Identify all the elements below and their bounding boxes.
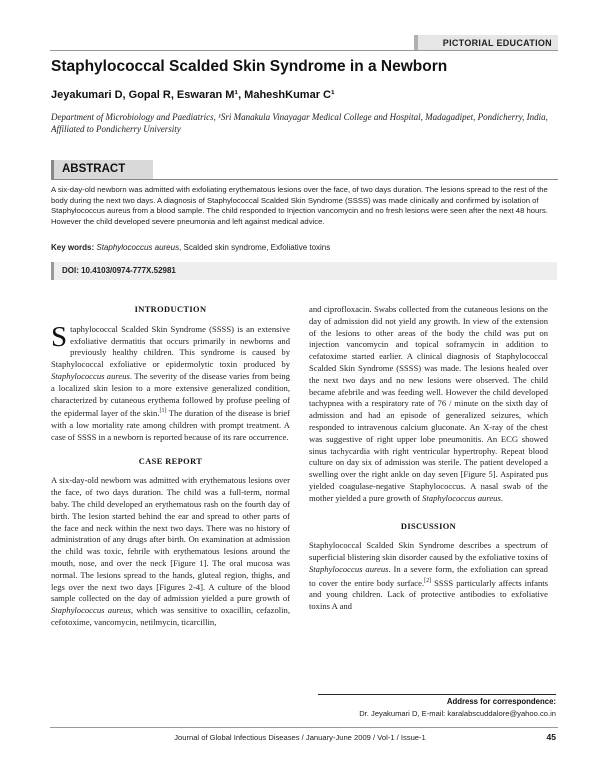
page-number: 45 [546,732,556,742]
case-text-2: , which was sensitive to oxacillin, cefazolin, cefotoxime, vancomycin, netilmycin, ticarcillin, [51,605,290,627]
intro-text-1: taphylococcal Scalded Skin Syndrome (SSSS) is an extensive exfoliative dermatitis that occurs primarily in newborns and previously healthy children. This syndrome is caused by Staphylococcal exfoliative or epidermolytic toxin produced by [51,323,290,370]
keywords-rest: , Scalded skin syndrome, Exfoliative toxins [179,243,331,252]
case-text-1: A six-day-old newborn was admitted with erythematous lesions over the face, of two days duration. The child was a full-term, normal baby. The child developed an erythematous rash on the fourth day of birth. The lesion started behind the ear and spread to other parts of the face and neck within the next two days. There was no history of administration of any drugs after birth. On examination at admission the child was toxic, febrile with erythematous lesions around the mouth, nose, and over the neck [Figure 1]. The oral mucosa was normal. The lesions spread to the hands, gluteal region, thighs, and legs over the next two days [Figures 2-4]. A culture of the blood sample collected on the day of admission yielded a pure growth of [51,475,290,604]
discussion-paragraph [309,540,548,613]
discussion-text-1: Staphylococcal Scalded Skin Syndrome describes a spectrum of superficial blistering skin disorder caused by the exfoliative toxins of [309,540,548,563]
case-italic: Staphylococcus aureus [51,605,131,616]
discussion-heading: DISCUSSION [400,521,457,531]
correspondence-rule [318,694,556,695]
discussion-text-3: SSSS particularly affects infants and young children. Lack of protective antibodies to exfoliative toxins A and [309,577,549,612]
discussion-italic: Staphylococcus aureus [309,563,389,574]
author-list: Jeyakumari D, Gopal R, Eswaran M¹, MaheshKumar C¹ [51,89,335,101]
intro-text-2: . The severity of the disease varies from being a localized skin lesion to a more extensive generalized condition, characterized by cutaneous erythema followed by profuse peeling of the epidermal layer of the skin. [51,370,290,419]
affiliation: Department of Microbiology and Paediatrics, ¹Sri Manakula Vinayagar Medical College and Hospital, Madagadipet, Pondicherry, India, Affiliated to Pondicherry University [51,112,548,134]
column-right [309,304,548,613]
intro-reference[interactable]: [1] [159,408,167,415]
bottom-rule [50,727,558,728]
top-rule [50,50,558,51]
discussion-text-2: . In a severe form, the exfoliation can spread to cover the entire body surface. [309,563,548,588]
keywords-label: Key words: [51,243,95,252]
abstract-text: A six-day-old newborn was admitted with exfoliating erythematous lesions over the face, of two days duration. The lesions spread to the rest of the body during the next two days. A diagnosis of Staphylococcal Scalded Skin Syndrome (SSSS) was made clinically and confirmed by isolation of Staphylococcus aureus from a blood sample. The child responded to Injection vancomycin and no fresh lesions were seen after the next 48 hours. However the child developed severe pneumonia and left against medical advice. [51,185,548,226]
abstract-heading: ABSTRACT [51,160,153,179]
case-report-heading: CASE REPORT [138,456,203,466]
column-left [51,304,290,629]
footer-journal: Journal of Global Infectious Diseases / January-June 2009 / Vol-1 / Issue-1 [174,733,426,742]
intro-text-3: The duration of the disease is brief with a low mortality rate among children with prompt treatment. A case of SSSS in a newborn is reported because of its rare occurrence. [51,408,291,442]
correspondence-label: Address for correspondence: [446,697,556,706]
abstract-rule [51,179,558,180]
keyword-italic: Staphylococcus aureus [96,243,180,252]
case-text-3: . [500,492,503,503]
doi[interactable]: DOI: 10.4103/0974-777X.52981 [51,262,557,280]
intro-italic: Staphylococcus aureus [51,370,130,381]
correspondence-text[interactable]: Dr. Jeyakumari D, E-mail: karalabscuddalore@yahoo.co.in [359,709,556,718]
article-title: Staphylococcal Scalded Skin Syndrome in a Newborn [51,58,448,75]
discussion-reference[interactable]: [2] [424,577,432,584]
introduction-paragraph [51,320,291,444]
section-tag: PICTORIAL EDUCATION [418,35,558,51]
case-italic-2: Staphylococcus aureus [422,492,501,503]
introduction-heading: INTRODUCTION [134,305,207,314]
keywords [51,243,557,252]
case-report-paragraph [51,475,290,628]
case-report-continued: and ciprofloxacin. Swabs collected from the cutaneous lesions on the day of admission did not yield any growth. In view of the extension of the lesions to other areas of the body the child was put on injection vancomycin and topical soframycin in addition to cefatoxime started earlier. A clinical diagnosis of Staphylococcal Scalded Skin Syndrome (SSSS) was made. The lesions healed over the next two days and no new lesions were observed. The child became afebrile and was feeding well. However the child developed tachypnea with a respiratory rate of 76 / minute on the sixth day of admission and had an episode of generalized seizures, which responded to intravenous calcium gluconate. An X-ray of the chest was suggestive of right upper lobe pneumonitis. An ECG showed sinus tachycardia with right ventricular hypertrophy. Repeat blood culture on day six of admission was sterile. The patient developed a swelling over the right ankle on day seven [Figure 5]. Aspirated pus yielded coagulase-negative Staphylococcus. A nasal swab of the mother yielded a pure growth of Staphylococcus aureus. [309,304,548,503]
drop-cap: S [51,320,68,353]
